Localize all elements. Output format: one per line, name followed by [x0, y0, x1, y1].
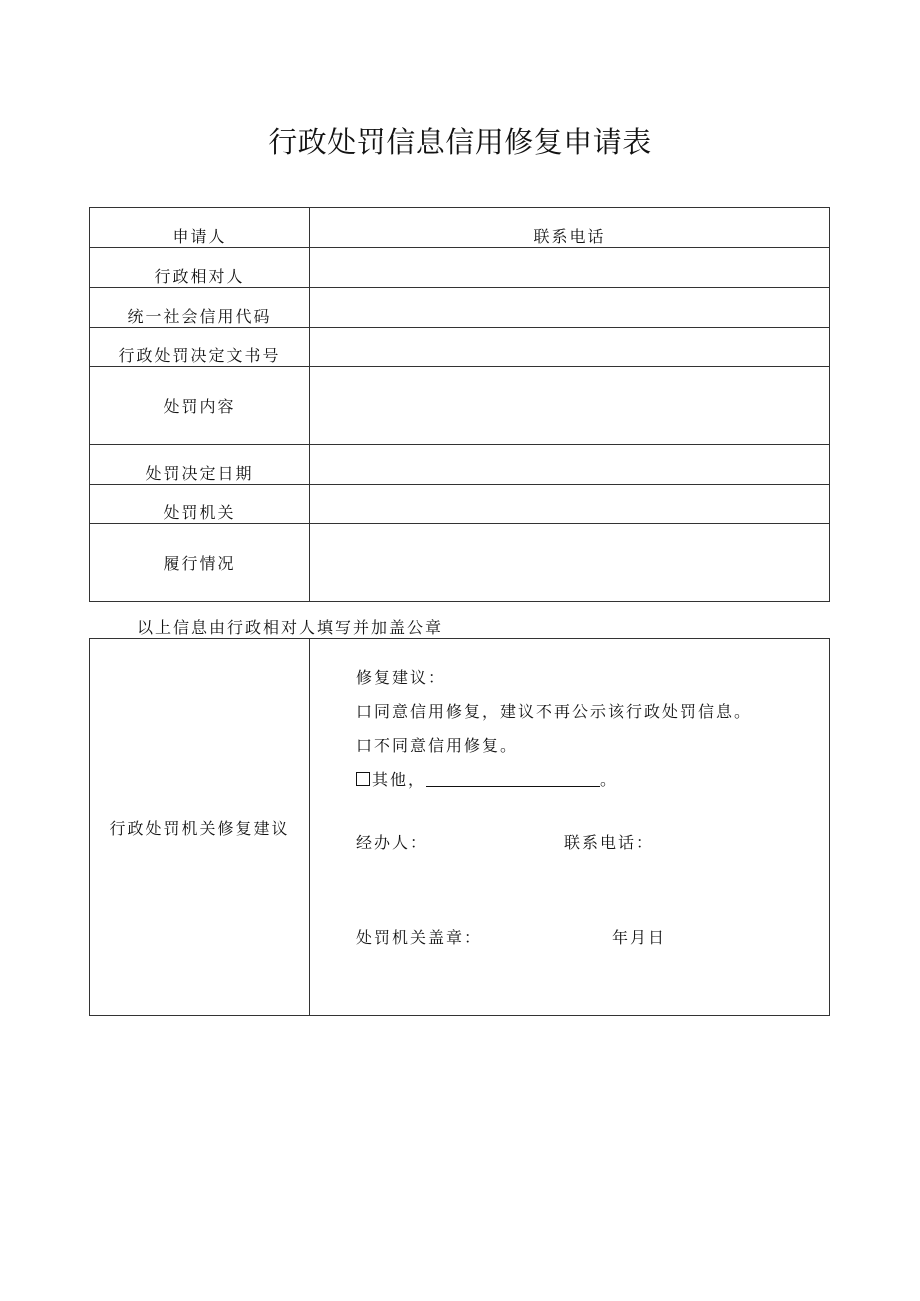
- party-label: 行政相对人: [90, 248, 310, 288]
- other-blank-field[interactable]: [426, 772, 600, 787]
- table-row: [90, 524, 830, 602]
- option-agree[interactable]: 口同意信用修复，建议不再公示该行政处罚信息。: [356, 702, 753, 721]
- advice-content-cell: [310, 639, 830, 1016]
- option-other-period: 。: [600, 770, 619, 789]
- fulfillment-field[interactable]: [310, 524, 830, 602]
- handler-phone-label: 联系电话：: [564, 833, 655, 852]
- applicant-label: 申请人: [90, 208, 310, 248]
- decision-number-field[interactable]: [310, 328, 830, 367]
- option-other[interactable]: [356, 767, 618, 790]
- table-row: [90, 485, 830, 524]
- option-other-label: 其他，: [372, 770, 427, 789]
- table-row: [90, 328, 830, 367]
- handler-label: 经办人：: [356, 833, 429, 852]
- fill-note: 以上信息由行政相对人填写并加盖公章: [137, 618, 444, 637]
- table-row: [90, 445, 830, 485]
- authority-advice-label: 行政处罚机关修复建议: [90, 639, 310, 1016]
- party-field[interactable]: [310, 248, 830, 288]
- decision-date-label: 处罚决定日期: [90, 445, 310, 485]
- penalty-content-label: 处罚内容: [90, 367, 310, 445]
- option-disagree[interactable]: 口不同意信用修复。: [356, 736, 519, 755]
- applicant-info-table: [89, 207, 830, 602]
- date-label: 年月日: [612, 928, 667, 947]
- authority-field[interactable]: [310, 485, 830, 524]
- table-header-row: [90, 208, 830, 248]
- fulfillment-label: 履行情况: [90, 524, 310, 602]
- checkbox-icon[interactable]: [356, 772, 370, 786]
- decision-date-field[interactable]: [310, 445, 830, 485]
- form-title: 行政处罚信息信用修复申请表: [268, 125, 652, 159]
- advice-heading: 修复建议：: [356, 668, 447, 687]
- decision-number-label: 行政处罚决定文书号: [90, 328, 310, 367]
- seal-label: 处罚机关盖章：: [356, 928, 483, 947]
- table-row: [90, 367, 830, 445]
- authority-label: 处罚机关: [90, 485, 310, 524]
- credit-code-label: 统一社会信用代码: [90, 288, 310, 328]
- credit-code-field[interactable]: [310, 288, 830, 328]
- advice-row: [90, 639, 830, 1016]
- table-row: [90, 288, 830, 328]
- contact-phone-label: 联系电话: [310, 208, 830, 248]
- authority-advice-table: [89, 638, 830, 1016]
- table-row: [90, 248, 830, 288]
- penalty-content-field[interactable]: [310, 367, 830, 445]
